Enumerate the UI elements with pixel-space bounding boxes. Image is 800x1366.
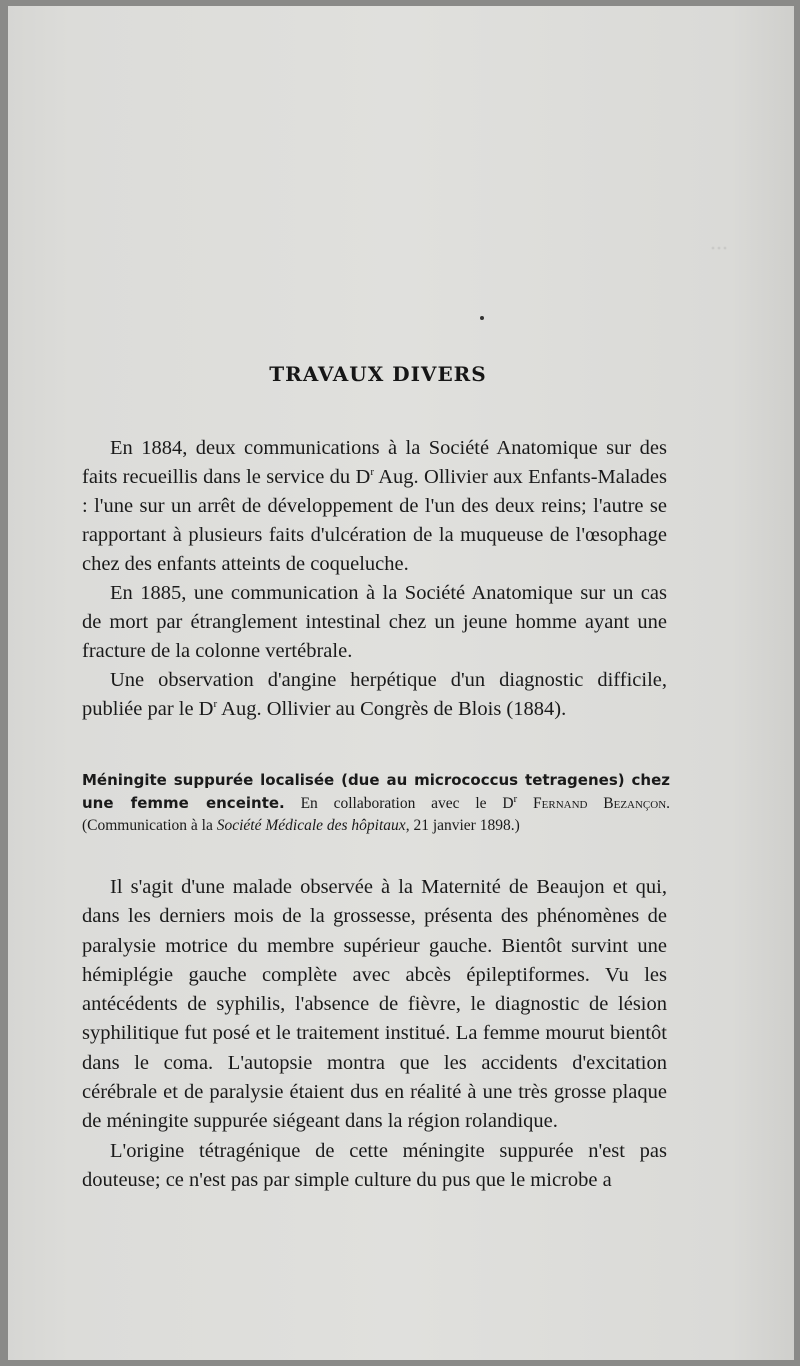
section-1-body bbox=[82, 434, 667, 724]
document-page bbox=[8, 6, 794, 1360]
article-heading-collab: En collaboration avec le $D^r$ Fernand Bezançon. (Communication à la Société Médicale des hôpitaux, 21 janvier 1898.) bbox=[82, 792, 671, 834]
paragraph-observation: Une observation d'angine herpétique d'un diagnostic difficile, publiée par le $D^r$ Aug. Ollivier au Congrès de Blois (1884). bbox=[82, 669, 667, 720]
paragraph-1885: En 1885, une communication à la Société Anatomique sur un cas de mort par étranglement intestinal chez un jeune homme ayant une fracture de la colonne vertébrale. bbox=[82, 582, 667, 662]
paragraph-origin: L'origine tétragénique de cette méningite suppurée n'est pas douteuse; ce n'est pas par simple culture du pus que le microbe a bbox=[82, 1139, 667, 1191]
ink-speck bbox=[480, 316, 484, 320]
section-title: TRAVAUX DIVERS bbox=[269, 362, 487, 386]
article-heading-title: Méningite suppurée localisée (due au micrococcus tetragenes) chez une femme enceinte. bbox=[82, 771, 670, 812]
section-2-body bbox=[82, 873, 667, 1195]
article-heading bbox=[82, 769, 670, 837]
paragraph-1884: En 1884, deux communications à la Société Anatomique sur des faits recueillis dans le service du $D^r$ Aug. Ollivier aux Enfants-Malades : l'une sur un arrêt de développement de l'un des deux reins; l'autre se rapportant à plusieurs faits d'ulcération de la muqueuse de l'œsophage chez des enfants atteints de coqueluche. bbox=[82, 437, 667, 575]
bleed-through-text: … bbox=[710, 233, 728, 254]
paragraph-case: Il s'agit d'une malade observée à la Maternité de Beaujon et qui, dans les derniers mois de la grossesse, présenta des phénomènes de paralysie motrice du membre supérieur gauche. Bientôt survint une hémiplégie gauche complète avec abcès épileptiformes. Vu les antécédents de syphilis, l'absence de fièvre, le diagnostic de lésion syphilitique fut posé et le traitement institué. La femme mourut bientôt dans le coma. L'autopsie montra que les accidents d'excitation cérébrale et de paralysie étaient dus en réalité à une très grosse plaque de méningite suppurée siégeant dans la région rolandique. bbox=[82, 876, 667, 1133]
